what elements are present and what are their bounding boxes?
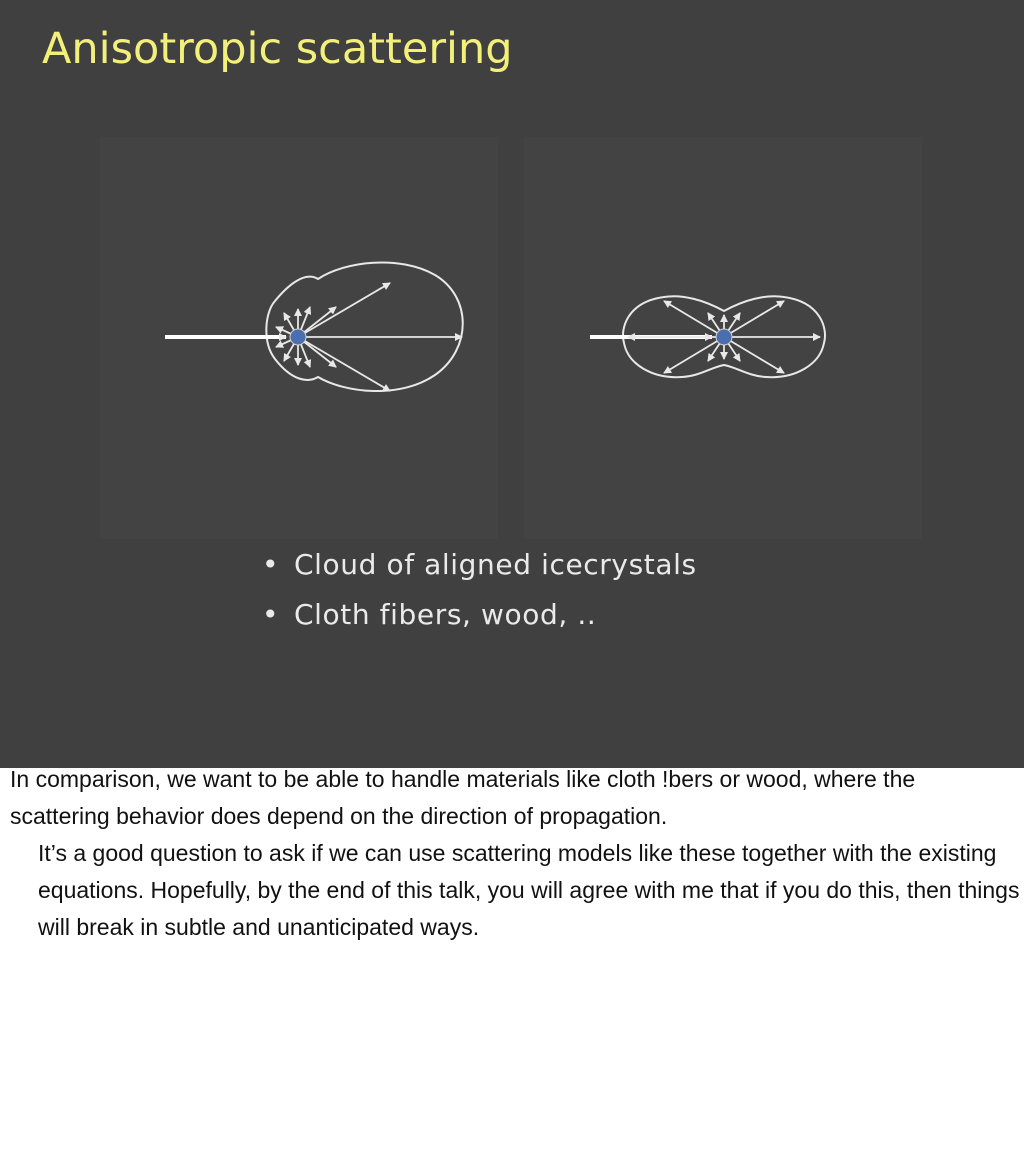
- bullet-icon: •: [262, 548, 280, 581]
- notes-paragraph-1: In comparison, we want to be able to handle materials like cloth !bers or wood, where the scattering behavior does depend on the direction of propagation.: [10, 766, 916, 829]
- forward-scattering-diagram: [100, 137, 498, 539]
- forward-scattering-lobe-icon: [100, 137, 498, 539]
- anisotropic-scattering-diagram: [524, 137, 922, 539]
- bullet-item: [262, 590, 697, 640]
- bullet-text: Cloth fibers, wood, ..: [294, 598, 597, 631]
- slide-title: Anisotropic scattering: [42, 24, 513, 74]
- bullet-list: [262, 540, 697, 640]
- bullet-text: Cloud of aligned icecrystals: [294, 548, 697, 581]
- bullet-item: [262, 540, 697, 590]
- bullet-icon: •: [262, 598, 280, 631]
- notes-paragraph-2: It’s a good question to ask if we can use scattering models like these together with the existing equations. Hopefully, by the end of this talk, you will agree with me that if you do this, then things will break in subtle and unanticipated ways.: [38, 840, 1020, 940]
- peanut-scattering-lobe-icon: [524, 137, 922, 539]
- speaker-notes: [10, 761, 1020, 946]
